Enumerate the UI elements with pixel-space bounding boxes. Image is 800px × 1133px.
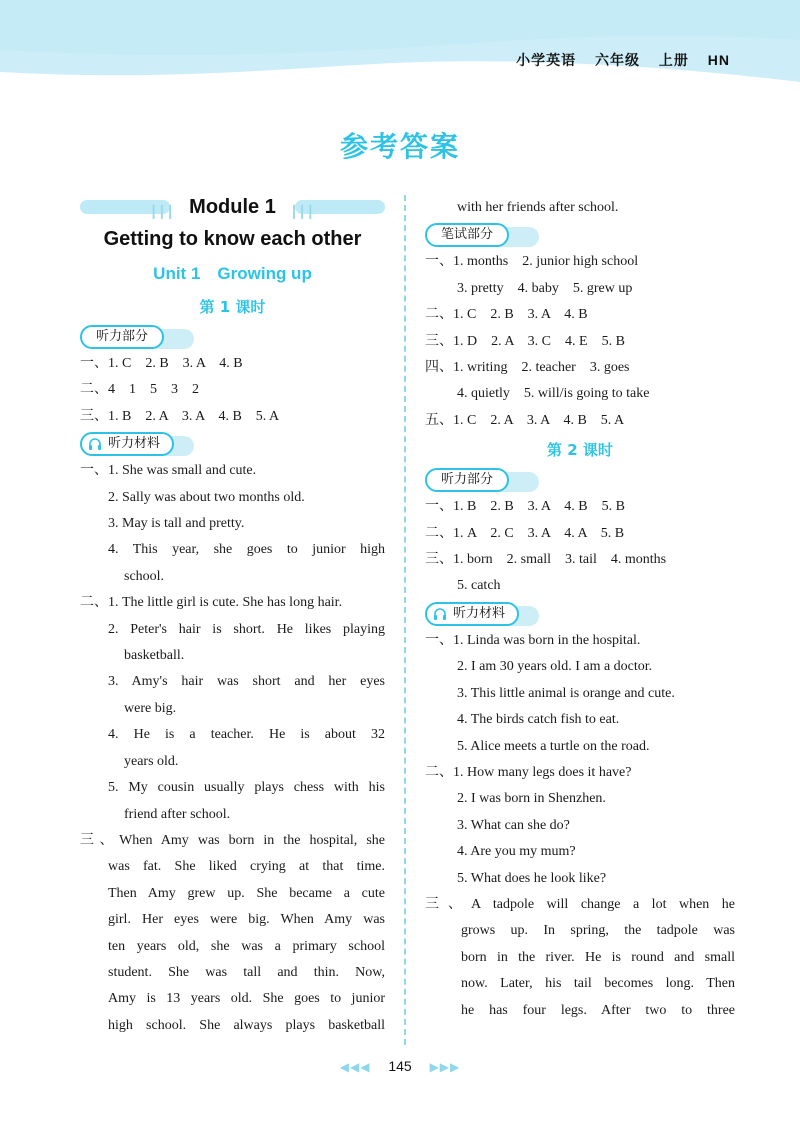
written-label: 笔试部分 [425, 223, 509, 247]
passage-line: was fat. She liked crying at that time. [108, 859, 385, 875]
answer-line: 五、1. C 2. A 3. A 4. B 5. A [425, 412, 625, 428]
transcript-line: 4. This year, she goes to junior high [108, 542, 385, 558]
page-number: 145 [388, 1058, 412, 1074]
headphone-icon [88, 437, 102, 451]
passage-line: grows up. In spring, the tadpole was [461, 923, 735, 939]
answer-line: 二、1. C 2. B 3. A 4. B [425, 307, 588, 323]
transcript-line: 5. My cousin usually plays chess with his [108, 780, 385, 796]
material-pill [80, 432, 174, 456]
column-divider [404, 195, 406, 1045]
answer-line: 二、4 1 5 3 2 [80, 382, 199, 398]
lesson-title: 第 2 课时 [547, 441, 613, 460]
lesson-title: 第 1 课时 [199, 298, 266, 316]
transcript-line: 3. Amy's hair was short and her eyes [108, 674, 385, 690]
answer-line: 3. pretty 4. baby 5. grew up [457, 280, 633, 296]
answer-line: 四、1. writing 2. teacher 3. goes [425, 360, 630, 376]
headphone-icon [433, 607, 447, 621]
passage-line: Amy is 13 years old. She goes to junior [108, 991, 385, 1007]
transcript-line: 2. I am 30 years old. I am a doctor. [457, 659, 653, 675]
transcript-line: were big. [124, 700, 177, 716]
transcript-line: 4. The birds catch fish to eat. [457, 712, 620, 728]
module-subtitle: Getting to know each other [103, 228, 362, 250]
material-label: 听力材料 [108, 436, 161, 452]
left-column [80, 195, 385, 1039]
answer-line: 一、1. B 2. B 3. A 4. B 5. B [425, 499, 625, 515]
transcript-line: 2. I was born in Shenzhen. [457, 791, 606, 807]
passage-line: student. She was tall and thin. Now, [108, 964, 385, 980]
transcript-line: 5. What does he look like? [457, 870, 607, 886]
material-label: 听力材料 [453, 605, 506, 621]
prev-arrows-icon: ◀◀◀ [339, 1060, 371, 1074]
passage-line: born in the river. He is round and small [461, 949, 735, 965]
listening-section-label [425, 466, 735, 494]
answer-line: 4. quietly 5. will/is going to take [457, 386, 650, 402]
unit-title: Unit 1 Growing up [153, 264, 312, 283]
header-grade: 六年级 [594, 52, 640, 68]
transcript-line: 一、1. She was small and cute. [80, 463, 257, 479]
transcript-line: 4. He is a teacher. He is about 32 [108, 727, 385, 743]
module-ticks-right: ┃┃┃ [290, 205, 315, 219]
header-edition: HN [707, 52, 730, 68]
header-wave-band [0, 0, 800, 85]
header-info [502, 50, 730, 70]
transcript-line: 2. Sally was about two months old. [108, 489, 305, 505]
transcript-line: 二、1. The little girl is cute. She has long hair. [80, 595, 343, 611]
answer-line: 三、1. D 2. A 3. C 4. E 5. B [425, 333, 625, 349]
answer-line: 二、1. A 2. C 3. A 4. A 5. B [425, 525, 625, 541]
passage-line: 三、When Amy was born in the hospital, she [80, 832, 385, 848]
answer-line: 一、1. months 2. junior high school [425, 254, 639, 270]
page-title: 参考答案 [339, 130, 460, 163]
passage-line: girl. Her eyes were big. When Amy was [108, 912, 385, 928]
module-heading [80, 193, 385, 221]
passage-line: high school. She always plays basketball [108, 1017, 385, 1033]
transcript-line: friend after school. [124, 806, 231, 822]
header-volume: 上册 [658, 52, 689, 68]
page-footer [0, 1058, 800, 1074]
transcript-line: school. [124, 568, 165, 584]
transcript-line: 二、1. How many legs does it have? [425, 764, 632, 780]
header-subject: 小学英语 [516, 52, 577, 68]
listening-label: 听力部分 [425, 468, 509, 492]
passage-line: Then Amy grew up. She became a cute [108, 885, 385, 901]
transcript-line: 一、1. Linda was born in the hospital. [425, 632, 641, 648]
transcript-line: years old. [124, 753, 179, 769]
answer-line: 5. catch [457, 578, 501, 594]
transcript-line: 3. What can she do? [457, 817, 570, 833]
answer-line: 三、1. B 2. A 3. A 4. B 5. A [80, 408, 280, 424]
transcript-line: 3. This little animal is orange and cute. [457, 685, 675, 701]
passage-line: now. Later, his tail becomes long. Then [461, 976, 735, 992]
written-section-label [425, 221, 735, 249]
passage-line: with her friends after school. [457, 200, 619, 215]
passage-line: ten years old, she was a primary school [108, 938, 385, 954]
listening-label: 听力部分 [80, 325, 164, 349]
next-arrows-icon: ▶▶▶ [429, 1060, 461, 1074]
transcript-line: basketball. [124, 648, 185, 664]
material-pill [425, 602, 519, 626]
material-section-label [80, 430, 385, 458]
passage-line: he has four legs. After two to three [461, 1002, 735, 1018]
module-title: Module 1 [189, 196, 276, 218]
module-ticks-left: ┃┃┃ [150, 205, 175, 219]
transcript-line: 2. Peter's hair is short. He likes playing [108, 621, 385, 637]
listening-section-label [80, 323, 385, 351]
answer-line: 一、1. C 2. B 3. A 4. B [80, 356, 243, 371]
passage-line: 三、A tadpole will change a lot when he [425, 896, 735, 912]
right-column [425, 195, 735, 1024]
transcript-line: 5. Alice meets a turtle on the road. [457, 738, 650, 754]
transcript-line: 4. Are you my mum? [457, 844, 576, 860]
transcript-line: 3. May is tall and pretty. [108, 516, 245, 532]
answer-line: 三、1. born 2. small 3. tail 4. months [425, 552, 667, 568]
material-section-label [425, 600, 735, 628]
